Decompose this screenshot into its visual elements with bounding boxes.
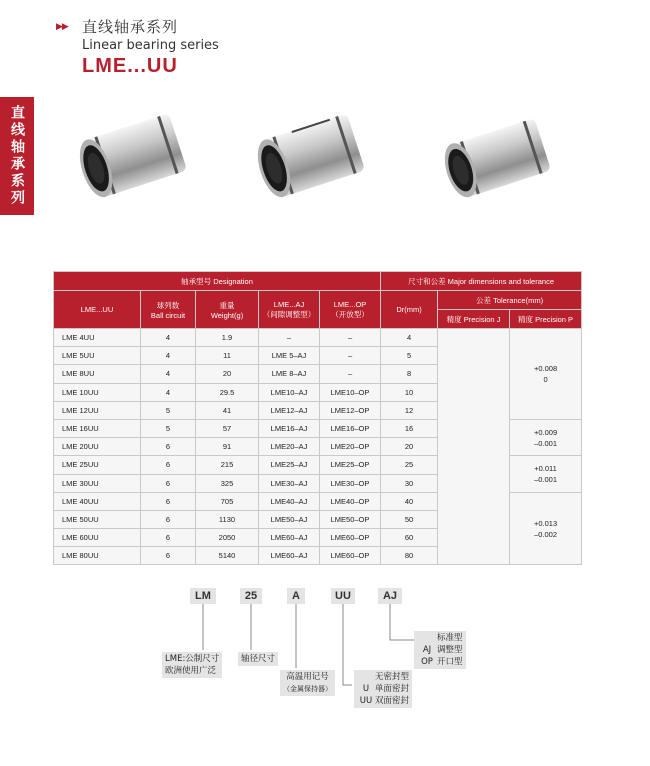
cell-model: LME 60UU [54, 529, 141, 547]
col-precision-j-header: 精度 Precision J [438, 310, 510, 329]
cell-op: LME50–OP [320, 510, 381, 528]
tolerance-header: 公差 Tolerance(mm) [438, 291, 582, 310]
cell-weight: 91 [196, 438, 259, 456]
cell-dr: 25 [381, 456, 438, 474]
cell-aj: LME40–AJ [259, 492, 320, 510]
code-a: A [287, 588, 305, 604]
col-dr-header: Dr(mm) [381, 291, 438, 329]
cell-op: LME25–OP [320, 456, 381, 474]
tolerance-lower: 0 [543, 374, 548, 384]
cell-aj: – [259, 329, 320, 347]
cell-weight: 11 [196, 347, 259, 365]
dimensions-group-header: 尺寸和公差 Major dimensions and tolerance [381, 272, 582, 291]
code-uu: UU [331, 588, 355, 604]
cell-dr: 30 [381, 474, 438, 492]
tolerance-lower: –0.001 [534, 438, 558, 448]
cell-weight: 41 [196, 401, 259, 419]
side-category-tab: 直线轴承系列 [0, 97, 34, 215]
cell-aj: LME20–AJ [259, 438, 320, 456]
cell-ball: 6 [141, 510, 196, 528]
title-chinese: 直线轴承系列 [82, 18, 179, 36]
cell-ball: 6 [141, 529, 196, 547]
cell-aj: LME25–AJ [259, 456, 320, 474]
cell-op: LME30–OP [320, 474, 381, 492]
arrows-icon: ▶▶ [56, 22, 68, 32]
cell-op: LME40–OP [320, 492, 381, 510]
cell-model: LME 5UU [54, 347, 141, 365]
tolerance-upper: +0.009 [533, 427, 558, 437]
code-lm: LM [190, 588, 216, 604]
cell-ball: 6 [141, 438, 196, 456]
cell-model: LME 16UU [54, 419, 141, 437]
cell-aj: LME16–AJ [259, 419, 320, 437]
high-temp-description: 高温用记号 （金属保持器） [280, 670, 335, 696]
cell-op: LME60–OP [320, 529, 381, 547]
cell-weight: 2050 [196, 529, 259, 547]
cell-op: LME20–OP [320, 438, 381, 456]
cell-aj: LME10–AJ [259, 383, 320, 401]
col-aj-header: LME...AJ （间隙调整型） [259, 291, 320, 329]
tolerance-lower: –0.001 [534, 475, 558, 484]
cell-weight: 325 [196, 474, 259, 492]
cell-weight: 57 [196, 419, 259, 437]
type-options: 标准型 AJ 调整型 OP 开口型 [414, 631, 466, 669]
code-diameter: 25 [240, 588, 262, 604]
tolerance-upper: +0.008 [533, 363, 558, 373]
tolerance-lower: –0.002 [534, 529, 558, 539]
cell-model: LME 25UU [54, 456, 141, 474]
col-op-header: LME...OP （开放型） [320, 291, 381, 329]
cell-op: LME12–OP [320, 401, 381, 419]
tolerance-upper: +0.011 [534, 464, 557, 473]
tolerance-upper: +0.013 [533, 518, 558, 528]
cell-op: – [320, 329, 381, 347]
cell-aj: LME 5–AJ [259, 347, 320, 365]
col-model-header: LME...UU [54, 291, 141, 329]
cell-weight: 20 [196, 365, 259, 383]
cell-dr: 20 [381, 438, 438, 456]
col-precision-p-header: 精度 Precision P [510, 310, 582, 329]
cell-model: LME 20UU [54, 438, 141, 456]
cell-aj: LME12–AJ [259, 401, 320, 419]
cell-dr: 5 [381, 347, 438, 365]
cell-ball: 4 [141, 365, 196, 383]
cell-op: LME10–OP [320, 383, 381, 401]
cell-aj: LME60–AJ [259, 547, 320, 565]
model-title: LME...UU [82, 55, 178, 77]
cell-dr: 8 [381, 365, 438, 383]
cell-op: – [320, 365, 381, 383]
col-weight-header: 重量 Weight(g) [196, 291, 259, 329]
cell-ball: 6 [141, 456, 196, 474]
cell-model: LME 4UU [54, 329, 141, 347]
cell-model: LME 80UU [54, 547, 141, 565]
designation-group-header: 轴承型号 Designation [54, 272, 381, 291]
cell-ball: 5 [141, 401, 196, 419]
cell-aj: LME30–AJ [259, 474, 320, 492]
cell-dr: 40 [381, 492, 438, 510]
cell-model: LME 30UU [54, 474, 141, 492]
cell-ball: 6 [141, 547, 196, 565]
cell-dr: 16 [381, 419, 438, 437]
cell-ball: 4 [141, 329, 196, 347]
seal-options: 无密封型 U 单面密封 UU 双面密封 [354, 670, 412, 708]
diameter-description: 轴径尺寸 [238, 652, 278, 666]
col-ball-header: 球列数 Ball circuit [141, 291, 196, 329]
code-aj: AJ [378, 588, 402, 604]
cell-dr: 4 [381, 329, 438, 347]
title-english: Linear bearing series [82, 38, 219, 53]
cell-model: LME 10UU [54, 383, 141, 401]
cell-dr: 60 [381, 529, 438, 547]
cell-op: LME16–OP [320, 419, 381, 437]
cell-model: LME 12UU [54, 401, 141, 419]
cell-model: LME 40UU [54, 492, 141, 510]
cell-ball: 6 [141, 474, 196, 492]
cell-model: LME 8UU [54, 365, 141, 383]
cell-weight: 1130 [196, 510, 259, 528]
cell-model: LME 50UU [54, 510, 141, 528]
cell-weight: 705 [196, 492, 259, 510]
cell-op: – [320, 347, 381, 365]
cell-ball: 6 [141, 492, 196, 510]
cell-ball: 5 [141, 419, 196, 437]
cell-ball: 4 [141, 347, 196, 365]
cell-ball: 4 [141, 383, 196, 401]
cell-dr: 50 [381, 510, 438, 528]
cell-op: LME60–OP [320, 547, 381, 565]
cell-weight: 1.9 [196, 329, 259, 347]
cell-dr: 80 [381, 547, 438, 565]
cell-weight: 29.5 [196, 383, 259, 401]
cell-weight: 5140 [196, 547, 259, 565]
lme-description: LME:公制尺寸 欧洲使用广泛 [162, 652, 222, 678]
cell-dr: 12 [381, 401, 438, 419]
cell-weight: 215 [196, 456, 259, 474]
cell-dr: 10 [381, 383, 438, 401]
cell-aj: LME 8–AJ [259, 365, 320, 383]
cell-aj: LME50–AJ [259, 510, 320, 528]
cell-aj: LME60–AJ [259, 529, 320, 547]
